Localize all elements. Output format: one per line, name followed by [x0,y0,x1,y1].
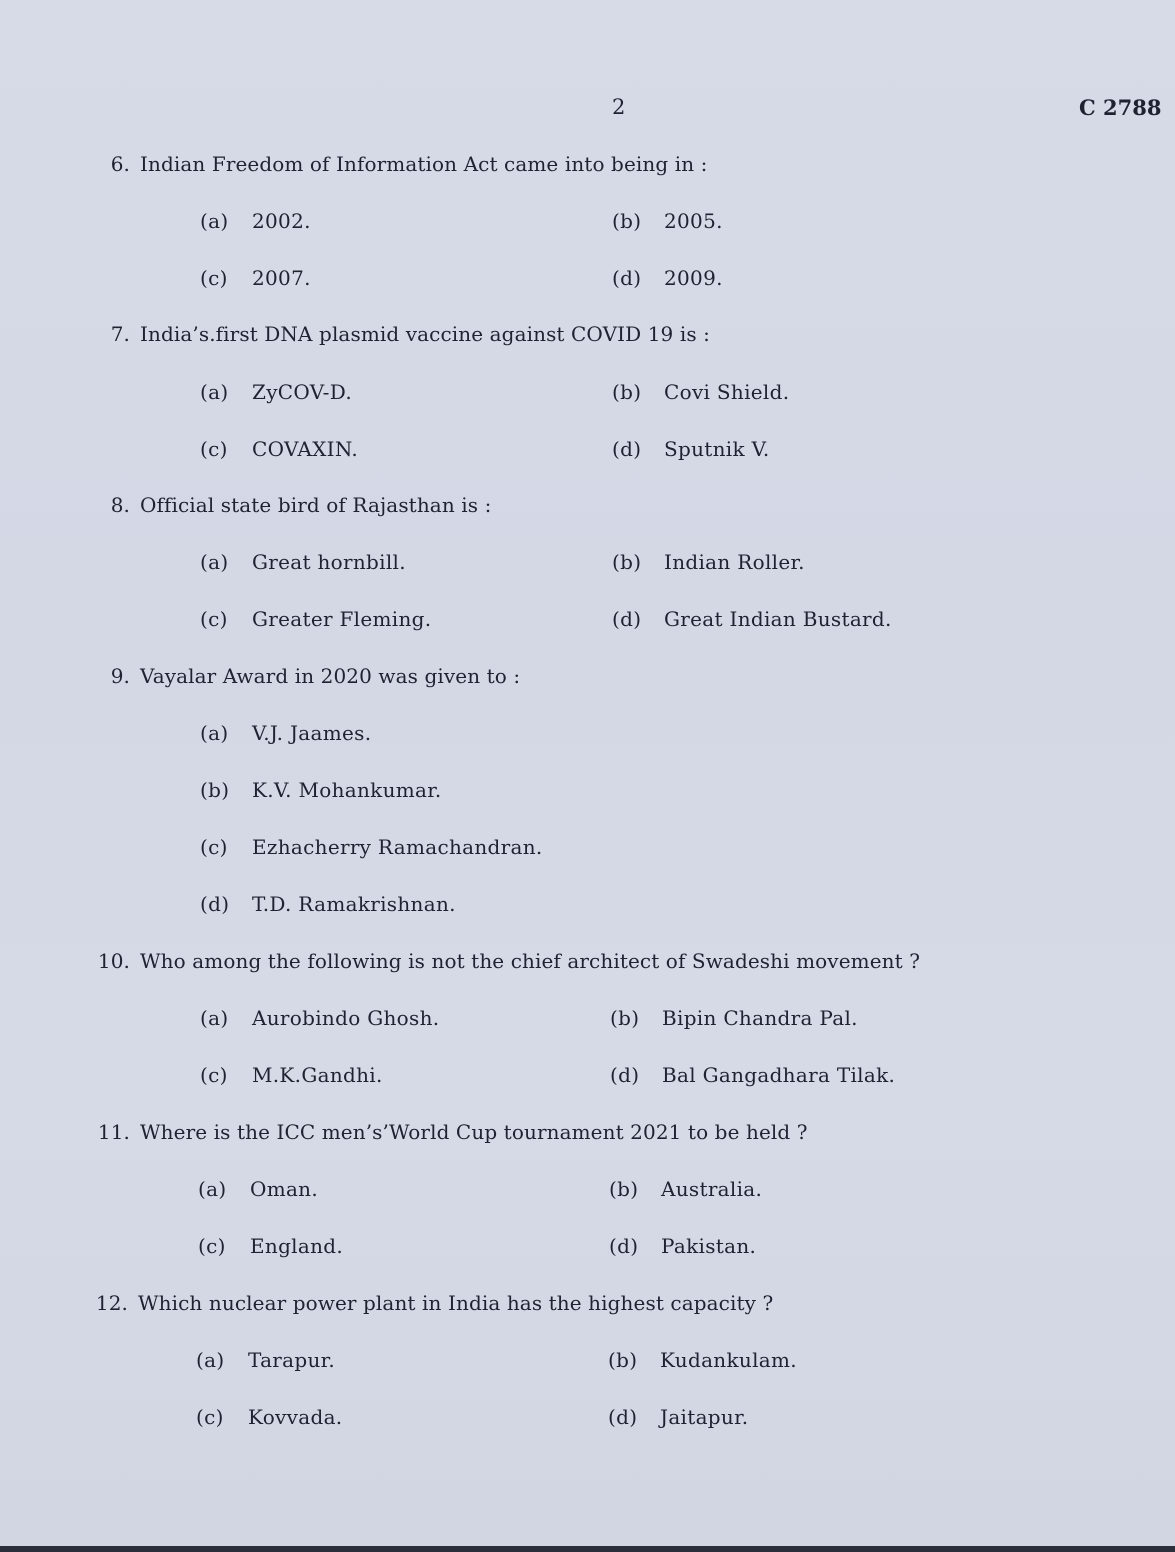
option-text: 2007. [252,266,311,290]
option-8a [200,550,406,574]
question-10 [90,949,920,973]
option-label: (c) [198,1234,226,1258]
paper-code: C 2788 [1079,95,1162,120]
option-7d [612,437,769,461]
option-10a [200,1006,439,1030]
question-number: 10. [97,949,130,973]
option-text: Kudankulam. [660,1348,797,1372]
option-label: (a) [200,209,229,233]
option-text: Kovvada. [248,1405,343,1429]
option-6b [612,209,723,233]
option-text: England. [250,1234,344,1258]
option-label: (b) [612,550,642,574]
option-text: Aurobindo Ghosh. [252,1006,440,1030]
option-text: Indian Roller. [664,550,805,574]
option-label: (a) [200,550,229,574]
option-text: Jaitapur. [660,1405,749,1429]
option-11a [198,1177,318,1201]
question-text: Official state bird of Rajasthan is : [140,493,492,517]
option-label: (c) [200,607,228,631]
option-text: Great hornbill. [252,550,406,574]
option-8d [612,607,892,631]
option-text: Tarapur. [248,1348,335,1372]
option-7c [200,437,358,461]
question-11 [90,1120,808,1144]
question-number: 11. [97,1120,130,1144]
question-number: 6. [110,152,130,176]
option-text: Greater Fleming. [252,607,432,631]
option-label: (a) [200,721,229,745]
question-text: India’s.first DNA plasmid vaccine against COVID 19 is : [140,322,710,346]
option-label: (c) [200,266,228,290]
option-label: (a) [200,380,229,404]
option-label: (d) [610,1063,640,1087]
question-text: Who among the following is not the chief architect of Swadeshi movement ? [140,949,921,973]
option-label: (b) [200,778,230,802]
option-label: (d) [200,892,230,916]
option-text: 2002. [252,209,311,233]
option-label: (d) [612,437,642,461]
option-text: Bipin Chandra Pal. [662,1006,858,1030]
option-label: (d) [612,607,642,631]
question-7 [90,322,710,346]
question-number: 7. [110,322,130,346]
option-12a [196,1348,335,1372]
option-text: COVAXIN. [252,437,358,461]
option-text: K.V. Mohankumar. [252,778,442,802]
option-11d [609,1234,756,1258]
option-label: (c) [200,1063,228,1087]
option-label: (b) [608,1348,638,1372]
page-number: 2 [612,95,626,119]
option-text: Ezhacherry Ramachandran. [252,835,543,859]
option-label: (c) [196,1405,224,1429]
option-10c [200,1063,383,1087]
question-text: Which nuclear power plant in India has the highest capacity ? [138,1291,774,1315]
option-10d [610,1063,895,1087]
option-text: M.K.Gandhi. [252,1063,383,1087]
question-text: Indian Freedom of Information Act came into being in : [140,152,708,176]
option-12b [608,1348,797,1372]
option-9a [200,721,371,745]
option-label: (b) [610,1006,640,1030]
option-6c [200,266,311,290]
option-text: Pakistan. [661,1234,757,1258]
option-11b [609,1177,762,1201]
option-label: (b) [612,380,642,404]
option-label: (c) [200,437,228,461]
question-number: 9. [110,664,130,688]
option-8b [612,550,805,574]
option-text: Bal Gangadhara Tilak. [662,1063,896,1087]
question-6 [90,152,708,176]
option-9b [200,778,442,802]
option-11c [198,1234,343,1258]
option-label: (b) [612,209,642,233]
question-number: 12. [95,1291,128,1315]
option-8c [200,607,431,631]
option-label: (a) [198,1177,227,1201]
option-text: Covi Shield. [664,380,790,404]
question-text: Where is the ICC men’s’World Cup tournament 2021 to be held ? [140,1120,808,1144]
option-text: V.J. Jaames. [252,721,372,745]
option-label: (c) [200,835,228,859]
option-text: Sputnik V. [664,437,770,461]
option-label: (d) [612,266,642,290]
option-label: (b) [609,1177,639,1201]
option-7b [612,380,789,404]
option-label: (a) [196,1348,225,1372]
option-label: (d) [608,1405,638,1429]
option-text: Great Indian Bustard. [664,607,892,631]
question-9 [90,664,520,688]
question-number: 8. [110,493,130,517]
option-text: ZyCOV-D. [252,380,352,404]
option-9d [200,892,456,916]
question-12 [88,1291,773,1315]
option-10b [610,1006,858,1030]
option-9c [200,835,543,859]
option-text: Australia. [661,1177,763,1201]
option-12d [608,1405,748,1429]
option-text: T.D. Ramakrishnan. [252,892,456,916]
option-12c [196,1405,342,1429]
question-8 [90,493,491,517]
option-label: (a) [200,1006,229,1030]
option-text: Oman. [250,1177,319,1201]
option-label: (d) [609,1234,639,1258]
question-text: Vayalar Award in 2020 was given to : [140,664,521,688]
option-6a [200,209,311,233]
option-text: 2009. [664,266,723,290]
option-7a [200,380,352,404]
option-6d [612,266,723,290]
option-text: 2005. [664,209,723,233]
